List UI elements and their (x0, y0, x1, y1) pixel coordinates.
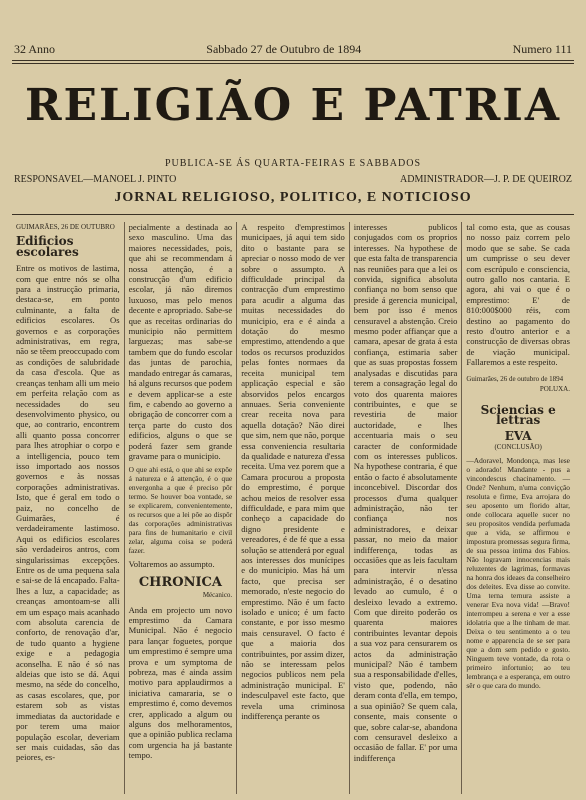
article-note-small: O que ahi está, o que ahi se expõe á natureza e á attenção, é o que envergonha a que é preciso pôr termo. Se houver boa vontade, se se explicarem, convenientemente, os recursos que a lei põe ao dispôr das corporações administrativas para fins de humanitario e civil zelar, alguma coisa se poderá fazer. (128, 465, 233, 556)
article-body-edificios-cont: pecialmente a destinada ao sexo masculino. Uma das maiores necessidades, pois, que ahi se recommendam á nossa attenção, é a construcção d'um edificio escolar, já não diremos luxuoso, mas pelo menos decente e apropriado. Sabe-se que as receitas ordinarias do municipio não permittem larguezas; mas sabe-se tambem que do fundo escolar das juntas de parochia, mandado entregar ás camaras, há alguns recursos que podem e devem applicar-se a este fim, e cabendo ao governo a obrigação de concorrer com a terça parte do custo dos edificios, alguns o que se poderá fazer sem grande gravame para o municipio. (128, 222, 233, 461)
section-heading-sciencias: Sciencias e lettras (480, 402, 556, 427)
issue-date: Sabbado 27 de Outubro de 1894 (206, 42, 362, 56)
poem-subtitle: (CONCLUSÃO) (494, 442, 542, 451)
dateline: GUIMARÃES, 26 DE OUTUBRO (16, 223, 115, 231)
chronica-body: Anda em projecto um novo emprestimo da Camara Municipal. Não é negocio para lançar foguetes, porque um emprestimo é sempre uma prova e um symptoma de pobreza, mas é ainda assim motivo para applaudirmos a iniciativa camararia, se o emprestimo é, como devemos crer, applicado a algum ou alguns dos melhoramentos, que a opinião publica reclama com urgencia ha já bastante tempo. (128, 604, 233, 761)
column-4 (349, 222, 462, 794)
publication-frequency: PUBLICA-SE ÁS QUARTA-FEIRAS E SABBADOS (164, 158, 422, 169)
signature-name: POLUXA. (539, 385, 570, 394)
issue-year: 32 Anno (14, 42, 56, 56)
poem-body: —Adoravel, Mondonça, mas lese o adorado! Mandante - pus a vincondescus chacinamento. —Onde? Nenhum, n'uma conviçção resoluta e firme, Eva arrojara do seu aposento um florido altar, onde collocara aquelle sucer no seu propositos vendida perfumada que a vida, se affirmou e impostura promessas segura firma, de sua pessoa intima dos Fabios. Não logravam innocencias mais reluzentes de lagrimas, formavas na honra dos ideaes da conselheiro dos deleites. Eva disse ao convite. Uma terna ternura assiste a venerar Eva nova vida! —Bravo! interrompeu a serena e ver a esse idolatria que a lhe tinham de mar. Deixa o teu sentimento a o teu nome e apparencia de se ser para que a dom sem pedido e gosto. Ninguem teve vontade, da rota o primeiro infortunio; ao teu lembrança e a esperança, em outro sêr o que cara do mundo. (466, 456, 570, 691)
issue-header (14, 42, 572, 57)
column-3 (236, 222, 349, 794)
responsible-editor: RESPONSAVEL—MANOEL J. PINTO (14, 174, 177, 185)
staff-line (14, 174, 572, 185)
issue-number: Numero 111 (512, 42, 572, 56)
journal-subtitle: JORNAL RELIGIOSO, POLITICO, E NOTICIOSO (114, 190, 472, 205)
article-columns (12, 222, 574, 794)
article-heading-edificios: Edificios escolares (16, 234, 79, 259)
header-rule-bottom (12, 63, 574, 64)
chronica-heading: CHRONICA (138, 574, 222, 590)
subtitle-rule (12, 214, 574, 215)
signature-place: Guimarães, 26 de outubro de 1894 (466, 374, 564, 383)
header-rule-top (12, 60, 574, 61)
column-1 (12, 222, 124, 794)
administrator: ADMINISTRADOR—J. P. DE QUEIROZ (400, 174, 572, 185)
chronica-body-cont: A respeito d'emprestimos municipaes, já aqui tem sido dito o bastante para se apreciar o nosso modo de ver sobre o assumpto. A difficuldade principal da contracção d'um emprestimo para acudir a alguma das muitas necessidades do municipio, era e é ainda a dotação do mesmo emprestimo, attendendo a que todos os recursos produzidos pelas fontes normaes da receita municipal tem applicação especial e são absorvidos pelos encargos annuaes. Seria conveniente crear receita nova para aquella dotação? Não direi que sim, nem que não, porque essa conveniencia resultaria da qualidade e natureza d'essa receita. Uma vez porem que a Camara procurou a proposta do emprestimo, é porque achou meios de resolver essa difficuldade, e para mim que conheço a capacidade do digno presidente e vereadores, é de fé que a essa solução se attenderá por egual aos interesses dos munícipes e do municipio. Mas há um facto, que precisa ser memorado, n'este negocio do emprestimo. Não é um facto isolado e unico; é um facto constante, e por isso mesmo mais censuravel. O facto é que a maioria dos contribuintes, por assim dizer, não se interessam pelos negocios publicos nem pela administração municipal. E' indesculpavel este facto, que revela uma criminosa indifferença perante os (241, 222, 345, 722)
chronica-body-end: tal como esta, que as cousas no nosso paiz correm pelo modo que se sabe. Se cada um cumprisse o seu dever com escrúpulo e consciencia, outro gallo nos cantaria. E agora, ahi vai o que é o emprestimo: E' de 810:000$000 réis, com destino ao pagamento do resto d'outro anterior e a construcção de diversas obras de viação municipal. Fallaremos a este respeito. (466, 222, 570, 368)
masthead-title: RELIGIÃO E PATRIA (24, 80, 562, 131)
column-2 (124, 222, 237, 794)
poem-title: EVA (504, 429, 532, 444)
article-closing: Voltaremos ao assumpto. (128, 559, 215, 570)
chronica-byline: Mécanico. (202, 591, 233, 600)
column-5 (461, 222, 574, 794)
chronica-body-cont-2: interesses publicos conjugados com os proprios interesses. Na hypothese de que esta falta de transparencia nas reuniões para que a lei os convida, significa absoluta confiança no bom senso que preside á gerencia municipal, bem por isso é menos censuravel a abstenção. Creio mesmo poder affiançar que a camara, apesar de grata á esta confiança, estimaria saber que as suas propostas fossem analysadas e discutidas para terem a consagração legal do voto dos quarenta maiores contribuintes, e que se revestiria de maior auctoridade, e lhes accentuaria mais o seu caracter de conformidade com os interesses publicos. Na hypothese contraria, é que então o facto é absolutamente inconcebivel. Discordar dos processos d'uma qualquer administração, não ter confiança nos administradores, e deixar passar, no meio da maior indifferença, todas as occasiões que as leis facultam para intervir n'essa administração, é o desatino levado ao cumulo, é o desleixo levado a extremo. Com que direito poderão os quarenta maiores contribuintes levantar depois a sua voz para censurarem os actos da administração municipal? Não é tambem sua a responsabilidade d'elles, visto que, podendo, não deram conta d'ella, em tempo, a sua opinião? Se quem cala, consente, mais consente o que, sobre calar-se, abandona com censuravel desleixo a occasião de fallar. E' por uma indifferença (353, 222, 458, 763)
article-body-edificios: Entre os motivos de lastima, com que entre nós se olha para a instrucção primaria, destaca-se, em ponto culminante, a falta de edificios escolares. Os governos e as corporações administrativas, em regra, não se têem preoccupado com as condições de salubridade da casa d'escola. Que as creanças tenham alli um meio em perfeita relação com as necessidades do seu desenvolvimento physico, ou que, ao contrario, encontrem alli quanto possa concorrer para lhes atrophiar o corpo e a intelligencia, pouco tem isso importado aos nossos governos e às nossas corporações administrativas. Isto, que é geral em todo o paiz, no concelho de Guimarães, é verdadeiramente lastimoso. Aqui os edificios escolares são verdadeiros antros, com singularissimas excepções. Entre os de uma pequena sala e sai-se de lá encapado. Falta-lhes a luz, a capacidade; as creanças amontoam-se alli em um espaço mais acanhado com absoluta carencia de conforto, de renovação d'ar, de tudo quanto a hygiene exige e a pedagogia aconselha. E não é só nas aldeias que isto se dá. Aqui mesmo, na séde do concelho, as casas escolares, que, por estarem sob as vistas immediatas da auctoridade e por terem uma maior população escolar, deveriam ser mais cuidadas, são das peiores, es- (16, 263, 120, 763)
